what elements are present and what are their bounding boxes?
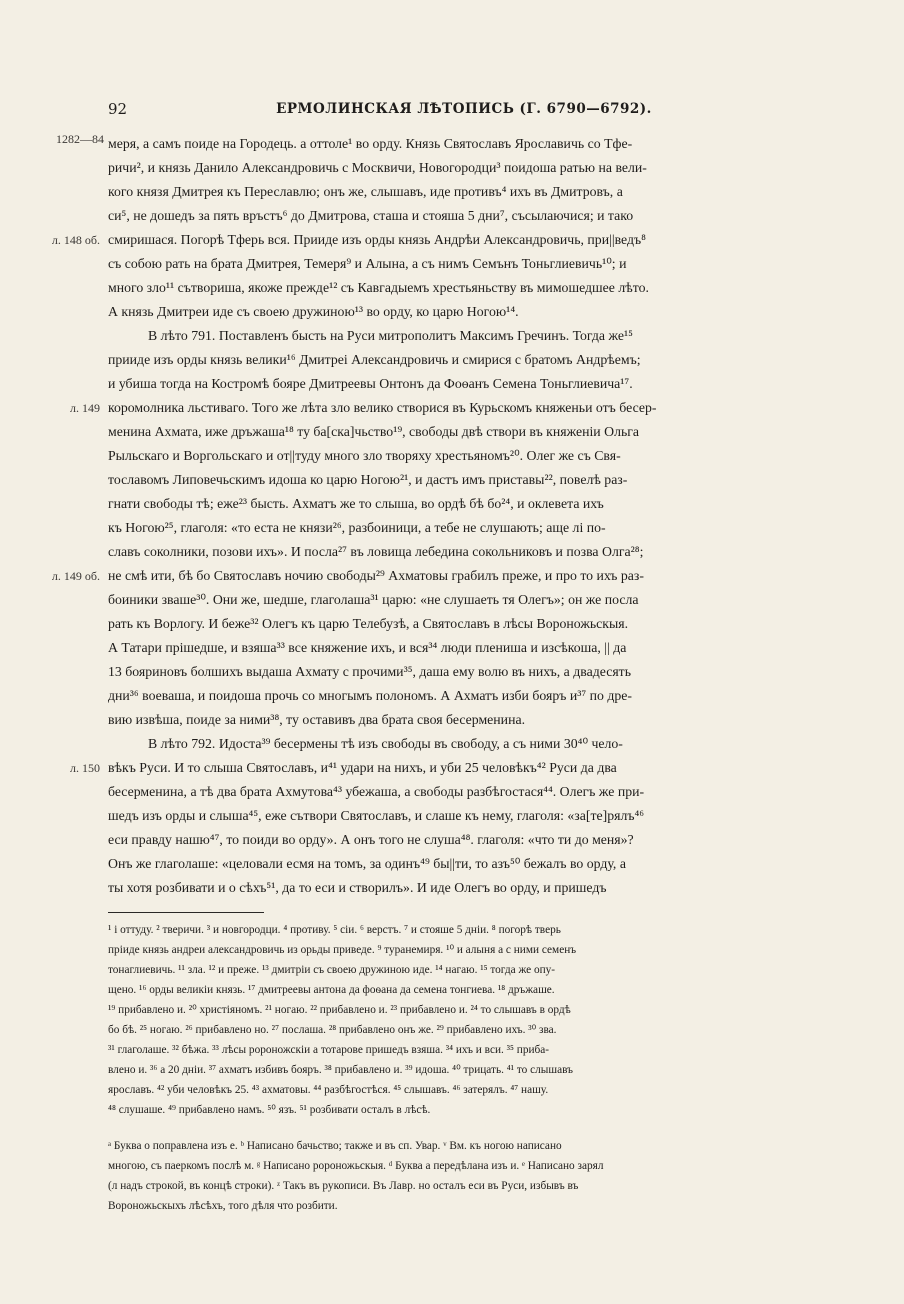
editorial-note-line: ᵃ Буква о поправлена изъ е. ᵇ Написано бачьство; также и въ сп. Увар. ᵛ Вм. къ ногою написано [108, 1140, 562, 1152]
text-line: и убиша тогда на Костромѣ бояре Дмитреевы Онтонъ да Фоѳанъ Семена Тоньглиевича¹⁷. [108, 376, 633, 391]
text-line: вию извѣша, поиде за ними³⁸, ту оставивъ два брата своя бесерменина. [108, 712, 526, 727]
text-line: менина Ахмата, иже дръжаша¹⁸ ту ба[ска]чьство¹⁹, свободы двѣ створи въ княженiи Ольга [108, 424, 640, 439]
margin-year-range: 1282—84 [56, 132, 104, 146]
running-title: ЕРМОЛИНСКАЯ ЛѢТОПИСЬ (Г. 6790—6792). [276, 101, 652, 117]
text-line: А Татари прiшедше, и взяша³³ все княжение ихъ, и вся³⁴ люди плениша и изсѣкоша, || да [108, 640, 627, 655]
text-line: прииде изъ орды князь велики¹⁶ Дмитреi Александровичь и смирися с братомъ Андрѣемъ; [108, 352, 641, 367]
text-line: тославомъ Липовечьскимъ идоша ко царю Ногою²¹, и дастъ имъ приставы²², повелѣ раз- [108, 472, 628, 487]
text-line: съ собою рать на брата Дмитрея, Темеря⁹ и Алына, а съ нимъ Семънъ Тоньглиевичь¹⁰; и [108, 256, 627, 271]
footnote-line: ярославъ. ⁴² уби человѣкъ 25. ⁴³ ахматовы. ⁴⁴ разбѣгостѣся. ⁴⁵ слышавъ. ⁴⁶ затерялъ. ⁴⁷ нашу. [108, 1084, 549, 1096]
text-line: смиришася. Погорѣ Тферь вся. Прииде изъ орды князь Андрѣи Александровичь, при||ведъ⁸ [108, 232, 646, 247]
footnote-line: щено. ¹⁶ орды великiи князь. ¹⁷ дмитреевы антона да фоѳана да семена тонгиева. ¹⁸ дръжаше. [108, 984, 555, 996]
page-header [108, 100, 820, 120]
text-line: кого князя Дмитрея къ Переславлю; онъ же, слышавъ, иде противъ⁴ ихъ въ Дмитровъ, а [108, 184, 623, 199]
footnote-line: прiиде князь андреи александровичь из орьды приведе. ⁹ туранемиря. ¹⁰ и алыня а с ними семенъ [108, 944, 577, 956]
footnote-line: влено и. ³⁶ а 20 днiи. ³⁷ ахматъ избивъ бояръ. ³⁸ прибавлено и. ³⁹ идоша. ⁴⁰ трицать. ⁴¹ то слышавъ [108, 1064, 574, 1076]
text-line: славъ соколники, позови ихъ». И посла²⁷ въ ловища лебедина сокольниковъ и позва Олга²⁸; [108, 544, 644, 559]
text-line: В лѣто 792. Идоста³⁹ бесермены тѣ изъ свободы въ свободу, а съ ними 30⁴⁰ чело- [148, 736, 623, 751]
text-line: А князь Дмитреи иде съ своею дружиною¹³ во орду, ко царю Ногою¹⁴. [108, 304, 519, 319]
margin-leaf-149ob: л. 149 об. [51, 569, 100, 583]
footnote-line: ¹⁹ прибавлено и. ²⁰ христiяномъ. ²¹ ногаю. ²² прибавлено и. ²³ прибавлено и. ²⁴ то слышавъ в ордѣ [108, 1004, 571, 1016]
editorial-note-line: Вороножьскыхъ лѣсѣхъ, того дѣля что розбити. [108, 1200, 338, 1212]
footnote-line: бо бѣ. ²⁵ ногаю. ²⁶ прибавлено но. ²⁷ послаша. ²⁸ прибавлено онъ же. ²⁹ прибавлено ихъ. ³⁰ зва. [108, 1024, 557, 1036]
footnote-rule [108, 912, 264, 913]
text-line: 13 бояриновъ болшихъ выдаша Ахмату с прочими³⁵, даша ему волю въ нихъ, а двадесять [108, 664, 631, 679]
text-line: гнати свободы тѣ; еже²³ бысть. Ахматъ же то слыша, во ордѣ бѣ бо²⁴, и оклевета ихъ [108, 496, 604, 511]
text-line: дни³⁶ воеваша, и поидоша прочь со многымъ полономъ. А Ахматъ изби бояръ и³⁷ по дре- [108, 688, 633, 703]
margin-leaf-149: л. 149 [70, 401, 100, 415]
text-line: коромолника льстиваго. Того же лѣта зло велико створися въ Курьскомъ княженьи отъ бесер- [108, 400, 657, 415]
margin-leaf-150: л. 150 [70, 761, 100, 775]
footnote-line: ³¹ глаголаше. ³² бѣжа. ³³ лѣсы ророножскiи а тотарове пришедъ взяша. ³⁴ ихъ и вси. ³⁵ приба- [108, 1044, 550, 1056]
footnote-line: тонаглиевичь. ¹¹ зла. ¹² и преже. ¹³ дмитрiи съ своею дружиною иде. ¹⁴ нагаю. ¹⁵ тогда же опу- [108, 964, 556, 976]
text-line: си⁵, не дошедъ за пять връстъ⁶ до Дмитрова, сташа и стояша 5 дни⁷, съсылаючися; и тако [108, 208, 634, 223]
text-line: еси правду нашю⁴⁷, то поиди во орду». А онъ того не слуша⁴⁸. глаголя: «что ти до меня»? [108, 832, 634, 847]
text-line: меря, а самъ поиде на Городець. а оттоле¹ во орду. Князь Святославъ Ярославичь со Тфе- [108, 136, 633, 151]
text-line: Рыльскаго и Воргольскаго и от||туду много зло творяху хрестьяномъ²⁰. Олег же съ Свя- [108, 448, 621, 463]
text-line: В лѣто 791. Поставленъ бысть на Руси митрополитъ Максимъ Гречинъ. Тогда же¹⁵ [148, 328, 633, 343]
text-line: къ Ногою²⁵, глаголя: «то еста не князи²⁶, разбоиници, а тебе не слушають; аще лi по- [108, 520, 606, 535]
text-line: шедъ изъ орды и слыша⁴⁵, еже сътвори Святославъ, и слаше къ нему, глаголя: «за[те]рялъ⁴⁶ [108, 808, 645, 823]
text-line: ричи², и князь Данило Александровичь с Москвичи, Новогородци³ поидоша ратью на вели- [108, 160, 647, 175]
text-line: ты хотя розбивати и о сѣхъ⁵¹, да то еси и створилъ». И иде Олегъ во орду, и пришедъ [108, 880, 607, 895]
text-line: много зло¹¹ сътвориша, якоже прежде¹² съ Кавгадыемъ хрестьяньству въ мимошедшее лѣто. [108, 280, 649, 295]
text-line: бесерменина, а тѣ два брата Ахмутова⁴³ убежаша, а свободы разбѣгостася⁴⁴. Олегъ же при- [108, 784, 645, 799]
text-line: вѣкъ Руси. И то слыша Святославъ, и⁴¹ удари на нихъ, и уби 25 человѣкъ⁴² Руси да два [108, 760, 617, 775]
margin-leaf-148ob: л. 148 об. [51, 233, 100, 247]
text-line: рать къ Ворлогу. И беже³² Олегъ къ царю Телебузѣ, а Святославъ в лѣсы Вороножьскыя. [108, 616, 629, 631]
text-line: не смѣ ити, бѣ бо Святославъ ночию свободы²⁹ Ахматовы грабилъ преже, и про то ихъ раз- [108, 568, 644, 583]
editorial-note-line: (л надъ строкой, въ концѣ строки). ᶻ Такъ въ рукописи. Въ Лавр. но осталъ еси въ Руси, избывъ въ [108, 1180, 579, 1192]
text-line: Онъ же глаголаше: «целовали есмя на томъ, за одинъ⁴⁹ бы||ти, то азъ⁵⁰ бежалъ во орду, а [108, 856, 626, 871]
text-line: боиники зваше³⁰. Они же, шедше, глаголаша³¹ царю: «не слушаеть тя Олегъ»; он же посла [108, 592, 639, 607]
page-number: 92 [108, 100, 128, 118]
footnote-line: ⁴⁸ слушаше. ⁴⁹ прибавлено намъ. ⁵⁰ язъ. ⁵¹ розбивати осталъ в лѣсѣ. [108, 1104, 431, 1116]
editorial-note-line: многою, съ паеркомъ послѣ м. ᵍ Написано ророножьскыя. ᵈ Буква а передѣлана изъ и. ᵉ Написано зарял [108, 1160, 604, 1172]
footnote-line: ¹ i оттуду. ² тверичи. ³ и новгородци. ⁴ противу. ⁵ сiи. ⁶ верстъ. ⁷ и стояше 5 днiи. ⁸ погорѣ тверь [108, 924, 561, 936]
